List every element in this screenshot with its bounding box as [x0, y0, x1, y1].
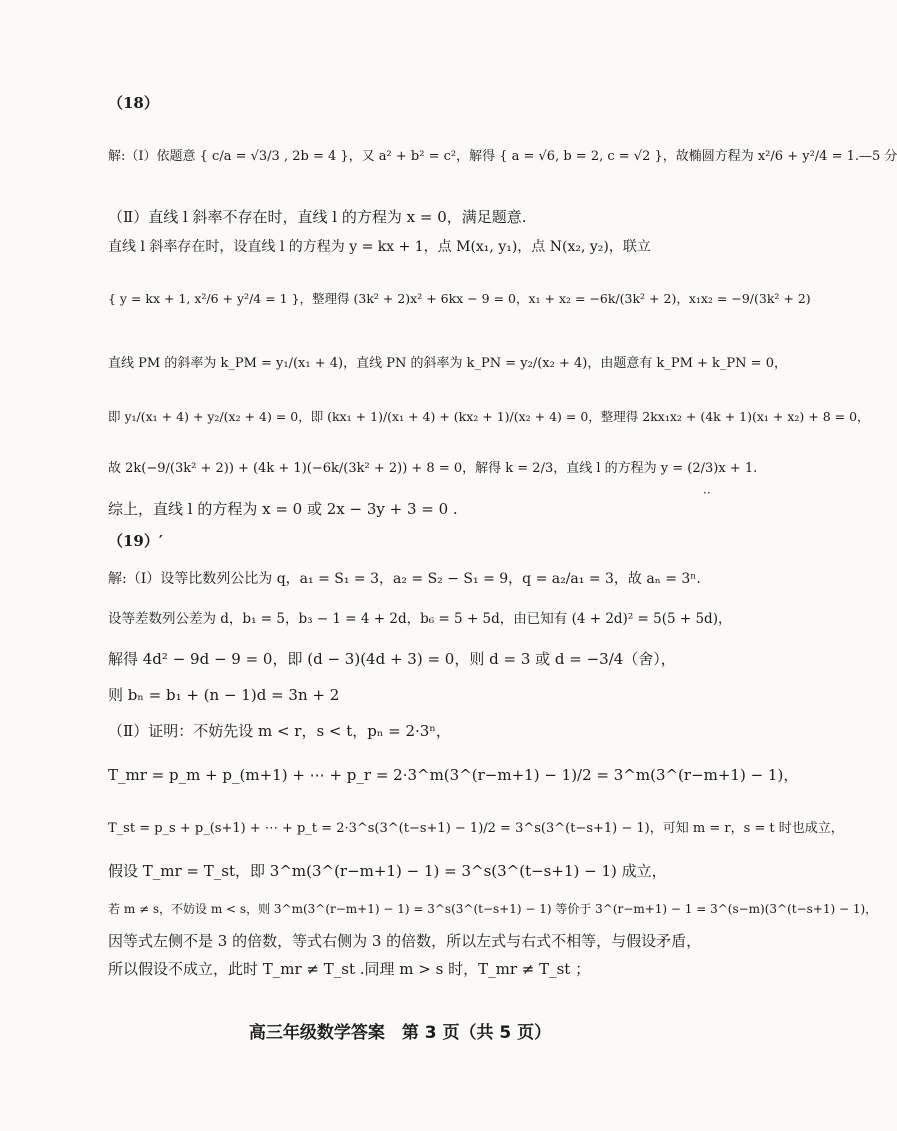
problem-19-conclusion: 所以假设不成立，此时 T_mr ≠ T_st .同理 m > s 时，T_mr ≠ T_st ； [108, 960, 591, 978]
problem-19-argument: 因等式左侧不是 3 的倍数，等式右侧为 3 的倍数，所以左式与右式不相等，与假设矛盾， [108, 932, 702, 950]
problem-19-bn: 则 bₙ = b₁ + (n − 1)d = 3n + 2 [108, 686, 340, 704]
problem-19-tmr: T_mr = p_m + p_(m+1) + ⋯ + p_r = 2·3^m(3^(r−m+1) − 1)/2 = 3^m(3^(r−m+1) − 1)， [108, 766, 799, 784]
problem-18-solve: 故 2k(−9/(3k² + 2)) + (4k + 1)(−6k/(3k² + 2)) + 8 = 0，解得 k = 2/3，直线 l 的方程为 y = (2/3)x + 1. [108, 461, 758, 476]
problem-19-heading: （19）′ [108, 532, 163, 550]
page-footer: 高三年级数学答案 第 3 页（共 5 页） [248, 1023, 552, 1043]
problem-18-system: { y = kx + 1, x²/6 + y²/4 = 1 }，整理得 (3k² + 2)x² + 6kx − 9 = 0，x₁ + x₂ = −6k/(3k² + 2)，x₁x₂ = −9/(3k² + 2) [108, 291, 811, 306]
problem-18-part2-setup: 直线 l 斜率存在时，设直线 l 的方程为 y = kx + 1，点 M(x₁, y₁)，点 N(x₂, y₂)，联立 [108, 239, 651, 255]
problem-19-arith: 设等差数列公差为 d，b₁ = 5，b₃ − 1 = 4 + 2d，b₆ = 5 + 5d，由已知有 (4 + 2d)² = 5(5 + 5d)， [108, 611, 732, 627]
problem-18-slopes: 直线 PM 的斜率为 k_PM = y₁/(x₁ + 4)，直线 PN 的斜率为 k_PN = y₂/(x₂ + 4)，由题意有 k_PM + k_PN = 0， [108, 356, 787, 371]
problem-19-part2: （Ⅱ）证明：不妨先设 m < r，s < t，pₙ = 2·3ⁿ， [108, 722, 451, 740]
problem-18-part2-case1: （Ⅱ）直线 l 斜率不存在时，直线 l 的方程为 x = 0，满足题意. [108, 208, 527, 226]
problem-19-part1: 解:（Ⅰ）设等比数列公比为 q，a₁ = S₁ = 3，a₂ = S₂ − S₁ = 9，q = a₂/a₁ = 3，故 aₙ = 3ⁿ. [108, 571, 701, 587]
problem-18-conclusion: 综上，直线 l 的方程为 x = 0 或 2x − 3y + 3 = 0 . [108, 500, 458, 518]
problem-19-solve-d: 解得 4d² − 9d − 9 = 0，即 (d − 3)(4d + 3) = 0，则 d = 3 或 d = −3/4（舍）， [108, 650, 676, 668]
problem-19-tst: T_st = p_s + p_(s+1) + ⋯ + p_t = 2·3^s(3^(t−s+1) − 1)/2 = 3^s(3^(t−s+1) − 1)，可知 m = r，s = t 时也成立， [108, 821, 844, 836]
problem-18-heading: （18） [108, 94, 159, 112]
stray-mark: ·· [703, 486, 711, 500]
problem-18-part1: 解:（Ⅰ）依题意 { c/a = √3/3 , 2b = 4 }，又 a² + b² = c²，解得 { a = √6, b = 2, c = √2 }，故椭圆方程为 x²/6 + y²/4 = 1.—5 分 [108, 149, 897, 164]
problem-19-assume: 假设 T_mr = T_st，即 3^m(3^(r−m+1) − 1) = 3^s(3^(t−s+1) − 1) 成立， [108, 862, 667, 880]
problem-18-equation: 即 y₁/(x₁ + 4) + y₂/(x₂ + 4) = 0，即 (kx₁ + 1)/(x₁ + 4) + (kx₂ + 1)/(x₂ + 4) = 0，整理得 2kx₁x₂ + (4k + 1)(x₁ + x₂) + 8 = 0， [108, 409, 870, 424]
problem-19-case: 若 m ≠ s，不妨设 m < s，则 3^m(3^(r−m+1) − 1) = 3^s(3^(t−s+1) − 1) 等价于 3^(r−m+1) − 1 = 3^(s−m)(3^(t−s+1) − 1)， [108, 902, 878, 916]
